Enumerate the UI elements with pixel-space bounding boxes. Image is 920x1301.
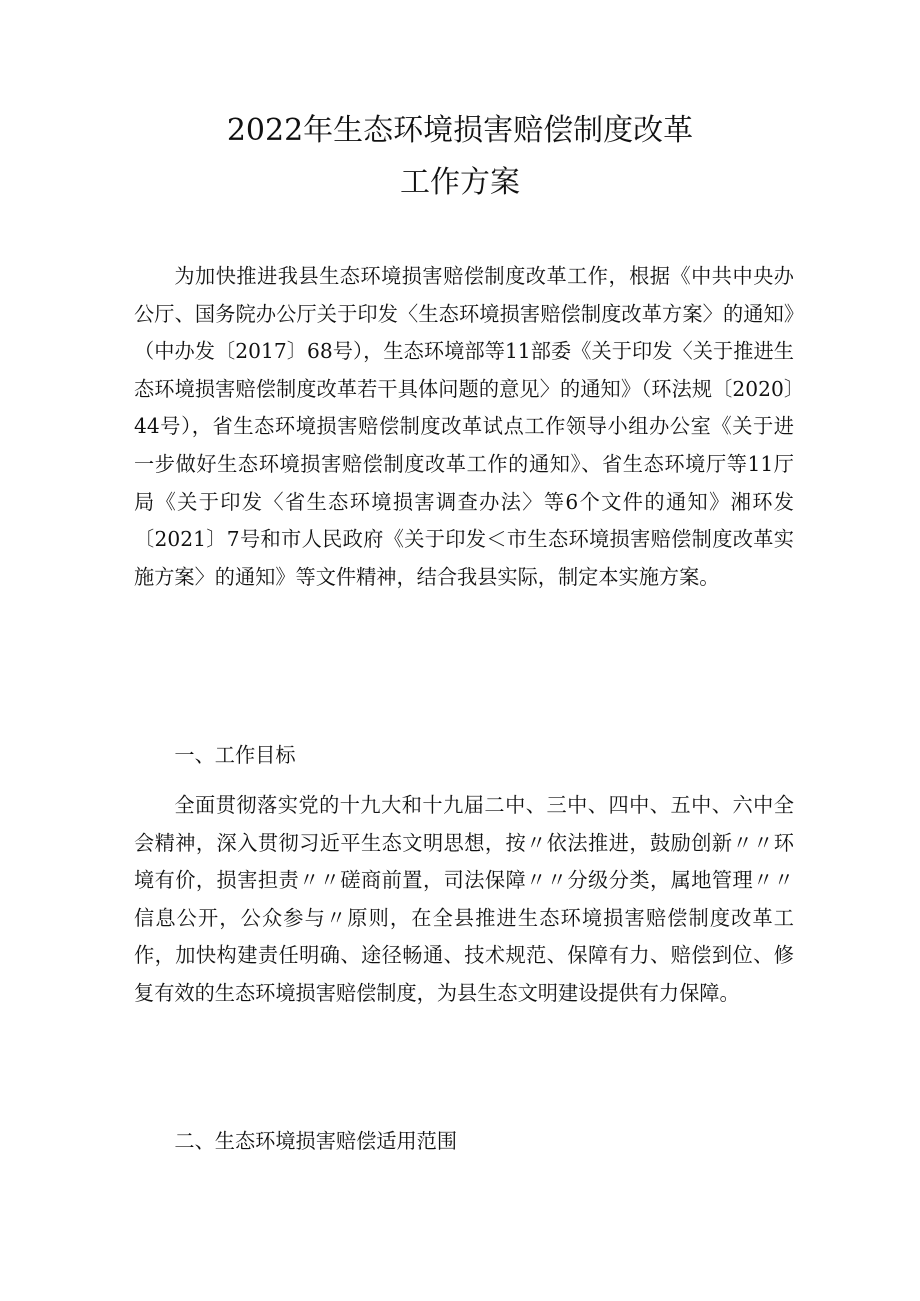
goals-paragraph: 全面贯彻落实党的十九大和十九届二中、三中、四中、五中、六中全会精神，深入贯彻习近平生态文明思想，按〃依法推进，鼓励创新〃〃环境有价，损害担责〃〃磋商前置，司法保障〃〃分级分类，属地管理〃〃信息公开，公众参与〃原则，在全县推进生态环境损害赔偿制度改革工作，加快构建责任明确、途径畅通、技术规范、保障有力、赔偿到位、修复有效的生态环境损害赔偿制度，为县生态文明建设提供有力保障。 xyxy=(134,793,794,1005)
document-title-line1: 2022年生态环境损害赔偿制度改革 xyxy=(226,113,694,148)
section-heading-scope: 二、生态环境损害赔偿适用范围 xyxy=(174,1129,458,1153)
intro-paragraph: 为加快推进我县生态环境损害赔偿制度改革工作，根据《中共中央办公厅、国务院办公厅关于印发〈生态环境损害赔偿制度改革方案〉的通知》（中办发〔2017〕68号），生态环境部等11部委《关于印发〈关于推进生态环境损害赔偿制度改革若干具体问题的意见〉的通知》（环法规〔2020〕44号），省生态环境损害赔偿制度改革试点工作领导小组办公室《关于进一步做好生态环境损害赔偿制度改革工作的通知》、省生态环境厅等11厅局《关于印发〈省生态环境损害调查办法〉等6个文件的通知》湘环发〔2021〕7号和市人民政府《关于印发＜市生态环境损害赔偿制度改革实施方案〉的通知》等文件精神，结合我县实际，制定本实施方案。 xyxy=(134,264,794,589)
section-heading-goals: 一、工作目标 xyxy=(174,743,296,767)
document-title-line2: 工作方案 xyxy=(400,165,520,200)
